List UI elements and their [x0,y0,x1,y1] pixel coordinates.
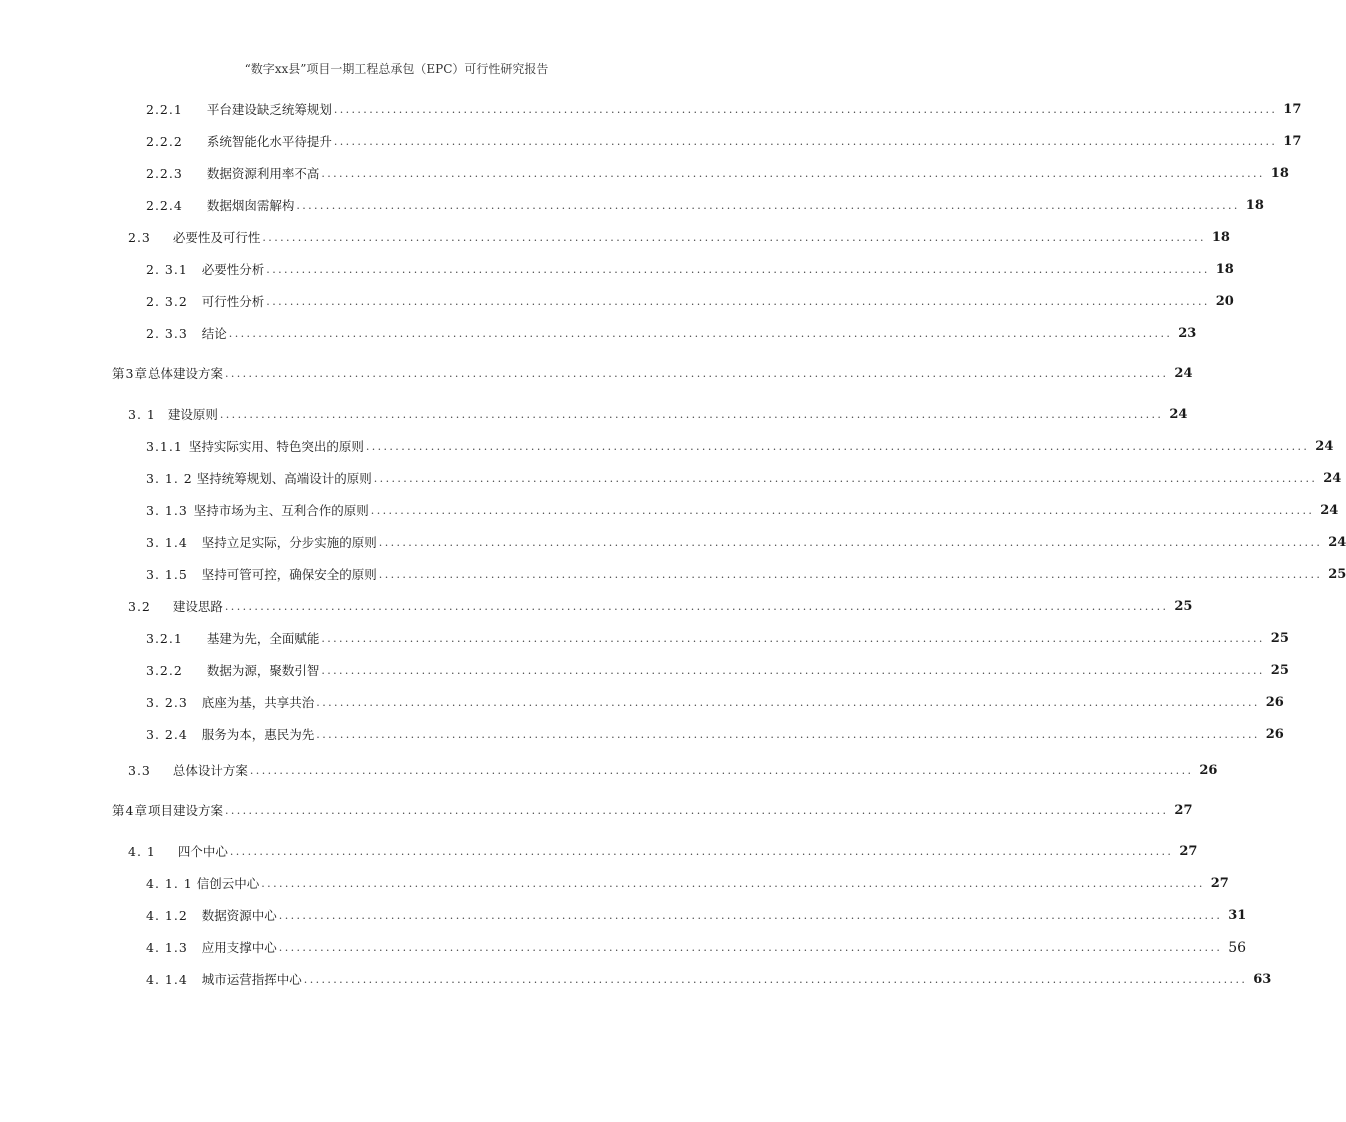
toc-entry-title: 平台建设缺乏统筹规划 [206,102,332,117]
toc-entry[interactable] [112,365,1193,383]
toc-entry-number: 3.2.2 [146,663,183,678]
toc-entry-number: 3.1.1 [146,439,183,454]
toc-entry[interactable] [128,598,1193,616]
toc-entry-number: 3. 2.4 [146,727,188,742]
toc-entry-number: 3. 1.5 [146,567,188,582]
toc-entry-number: 3. 1. 2 [146,471,193,486]
toc-entry-page: 17 [1283,102,1302,117]
toc-leader-dots: ................................................................................................................................................................ [229,845,1174,858]
toc-entry-number: 3. 2.3 [146,695,188,710]
toc-entry-title: 结论 [201,326,227,341]
toc-entry-title: 服务为本，惠民为先 [201,727,315,742]
toc-entry[interactable] [146,197,1264,215]
toc-leader-dots: ................................................................................................................................................................ [378,568,1323,581]
toc-entry-page: 56 [1228,940,1247,956]
toc-entry-page: 25 [1270,631,1289,646]
toc-entry-page: 24 [1328,535,1346,550]
toc-entry[interactable] [146,261,1234,279]
toc-leader-dots: ................................................................................................................................................................ [261,877,1205,890]
toc-entry[interactable] [146,630,1289,648]
toc-entry-title: 数据为源，聚数引智 [206,663,320,678]
toc-entry-number: 4. 1.3 [146,940,188,955]
toc-entry[interactable] [146,165,1289,183]
toc-entry[interactable] [146,694,1284,712]
toc-leader-dots: ................................................................................................................................................................ [316,728,1260,741]
toc-entry[interactable] [112,802,1193,820]
toc-leader-dots: ................................................................................................................................................................ [321,664,1265,677]
page-header: “数字xx县”项目一期工程总承包（EPC）可行性研究报告 [244,62,549,76]
toc-entry[interactable] [146,470,1342,488]
toc-entry-page: 24 [1315,439,1334,454]
toc-entry-number: 3.2.1 [146,631,183,646]
toc-entry[interactable] [146,293,1234,311]
toc-entry-number: 第4章 [112,803,148,818]
toc-entry-page: 26 [1199,763,1218,778]
toc-entry-title: 坚持统筹规划、高端设计的原则 [196,471,372,486]
toc-entry-number: 3.3 [128,763,151,778]
toc-entry-page: 27 [1174,803,1193,818]
toc-entry-page: 24 [1323,471,1342,486]
toc-entry-number: 2. 3.2 [146,294,188,309]
toc-entry-title: 建设思路 [172,599,223,614]
toc-entry-number: 2.2.3 [146,166,183,181]
toc-entry[interactable] [146,566,1346,584]
toc-entry-number: 3.2 [128,599,151,614]
toc-leader-dots: ................................................................................................................................................................ [278,941,1223,954]
toc-entry-page: 27 [1210,876,1229,891]
toc-leader-dots: ................................................................................................................................................................ [249,764,1194,777]
toc-entry-page: 23 [1178,326,1197,341]
toc-entry-title: 系统智能化水平待提升 [206,134,332,149]
toc-entry-number: 2.2.4 [146,198,183,213]
toc-entry-title: 数据资源中心 [201,908,277,923]
toc-entry[interactable] [146,662,1289,680]
toc-entry-number: 4. 1. 1 [146,876,193,891]
toc-entry-title: 必要性及可行性 [172,230,261,245]
toc-entry[interactable] [146,726,1284,744]
toc-entry-title: 信创云中心 [196,876,260,891]
toc-entry[interactable] [146,939,1247,957]
toc-entry-number: 3. 1.4 [146,535,188,550]
toc-leader-dots: ................................................................................................................................................................ [219,408,1164,421]
toc-entry-title: 可行性分析 [201,294,265,309]
toc-leader-dots: ................................................................................................................................................................ [370,504,1315,517]
toc-entry-page: 25 [1328,567,1346,582]
toc-leader-dots: ................................................................................................................................................................ [266,263,1210,276]
toc-entry-title: 坚持立足实际，分步实施的原则 [201,535,377,550]
toc-entry-title: 坚持市场为主、互利合作的原则 [193,503,369,518]
toc-entry[interactable] [128,406,1188,424]
toc-entry-number: 第3章 [112,366,148,381]
toc-entry-page: 18 [1245,198,1264,213]
toc-leader-dots: ................................................................................................................................................................ [378,536,1323,549]
toc-leader-dots: ................................................................................................................................................................ [224,600,1169,613]
toc-leader-dots: ................................................................................................................................................................ [373,472,1318,485]
toc-entry-number: 2.2.1 [146,102,183,117]
toc-leader-dots: ................................................................................................................................................................ [228,327,1173,340]
toc-entry[interactable] [146,907,1247,925]
toc-entry[interactable] [128,762,1218,780]
toc-leader-dots: ................................................................................................................................................................ [365,440,1310,453]
toc-entry[interactable] [146,325,1197,343]
toc-entry-number: 3. 1 [128,407,156,422]
toc-leader-dots: ................................................................................................................................................................ [333,135,1278,148]
toc-entry-page: 25 [1174,599,1193,614]
toc-entry-title: 总体建设方案 [147,366,223,381]
toc-entry-page: 24 [1174,366,1193,381]
toc-entry-number: 3. 1.3 [146,503,188,518]
toc-entry-number: 4. 1.2 [146,908,188,923]
toc-entry-page: 26 [1265,695,1284,710]
toc-leader-dots: ................................................................................................................................................................ [266,295,1210,308]
toc-entry[interactable] [146,502,1339,520]
toc-entry-page: 25 [1270,663,1289,678]
toc-entry-title: 必要性分析 [201,262,265,277]
toc-entry-number: 4. 1.4 [146,972,188,987]
toc-entry-page: 24 [1320,503,1339,518]
toc-entry[interactable] [128,229,1230,247]
toc-leader-dots: ................................................................................................................................................................ [262,231,1206,244]
toc-entry-number: 2.3 [128,230,151,245]
toc-entry[interactable] [146,133,1302,151]
toc-leader-dots: ................................................................................................................................................................ [333,103,1278,116]
toc-entry-title: 建设原则 [167,407,218,422]
toc-leader-dots: ................................................................................................................................................................ [321,632,1265,645]
toc-entry-page: 18 [1215,262,1234,277]
toc-leader-dots: ................................................................................................................................................................ [321,167,1265,180]
toc-entry-page: 31 [1228,908,1247,923]
toc-entry-number: 2. 3.1 [146,262,188,277]
toc-entry[interactable] [128,843,1198,861]
toc-entry-page: 18 [1270,166,1289,181]
toc-entry-title: 项目建设方案 [147,803,223,818]
toc-entry-title: 坚持实际实用、特色突出的原则 [188,439,364,454]
toc-leader-dots: ................................................................................................................................................................ [316,696,1260,709]
toc-entry-title: 城市运营指挥中心 [201,972,302,987]
toc-entry-page: 26 [1265,727,1284,742]
toc-entry[interactable] [146,875,1229,893]
toc-entry[interactable] [146,101,1302,119]
toc-leader-dots: ................................................................................................................................................................ [296,199,1240,212]
toc-entry-number: 2. 3.3 [146,326,188,341]
toc-leader-dots: ................................................................................................................................................................ [224,367,1169,380]
toc-entry-page: 27 [1179,844,1198,859]
toc-entry-page: 20 [1215,294,1234,309]
toc-entry-number: 4. 1 [128,844,156,859]
toc-leader-dots: ................................................................................................................................................................ [224,804,1169,817]
toc-entry-page: 24 [1169,407,1188,422]
toc-entry-title: 底座为基，共享共治 [201,695,315,710]
toc-entry[interactable] [146,534,1346,552]
toc-entry-number: 2.2.2 [146,134,183,149]
toc-entry-page: 63 [1253,972,1272,987]
toc-entry-title: 基建为先，全面赋能 [206,631,320,646]
toc-entry[interactable] [146,438,1334,456]
toc-entry-page: 18 [1211,230,1230,245]
toc-leader-dots: ................................................................................................................................................................ [303,973,1248,986]
toc-entry-title: 应用支撑中心 [201,940,277,955]
toc-entry-title: 四个中心 [177,844,228,859]
toc-entry-title: 数据烟囱需解构 [206,198,295,213]
toc-entry-title: 总体设计方案 [172,763,248,778]
toc-entry[interactable] [146,971,1272,989]
toc-entry-title: 数据资源利用率不高 [206,166,320,181]
toc-entry-title: 坚持可管可控，确保安全的原则 [201,567,377,582]
toc-entry-page: 17 [1283,134,1302,149]
toc-leader-dots: ................................................................................................................................................................ [278,909,1223,922]
